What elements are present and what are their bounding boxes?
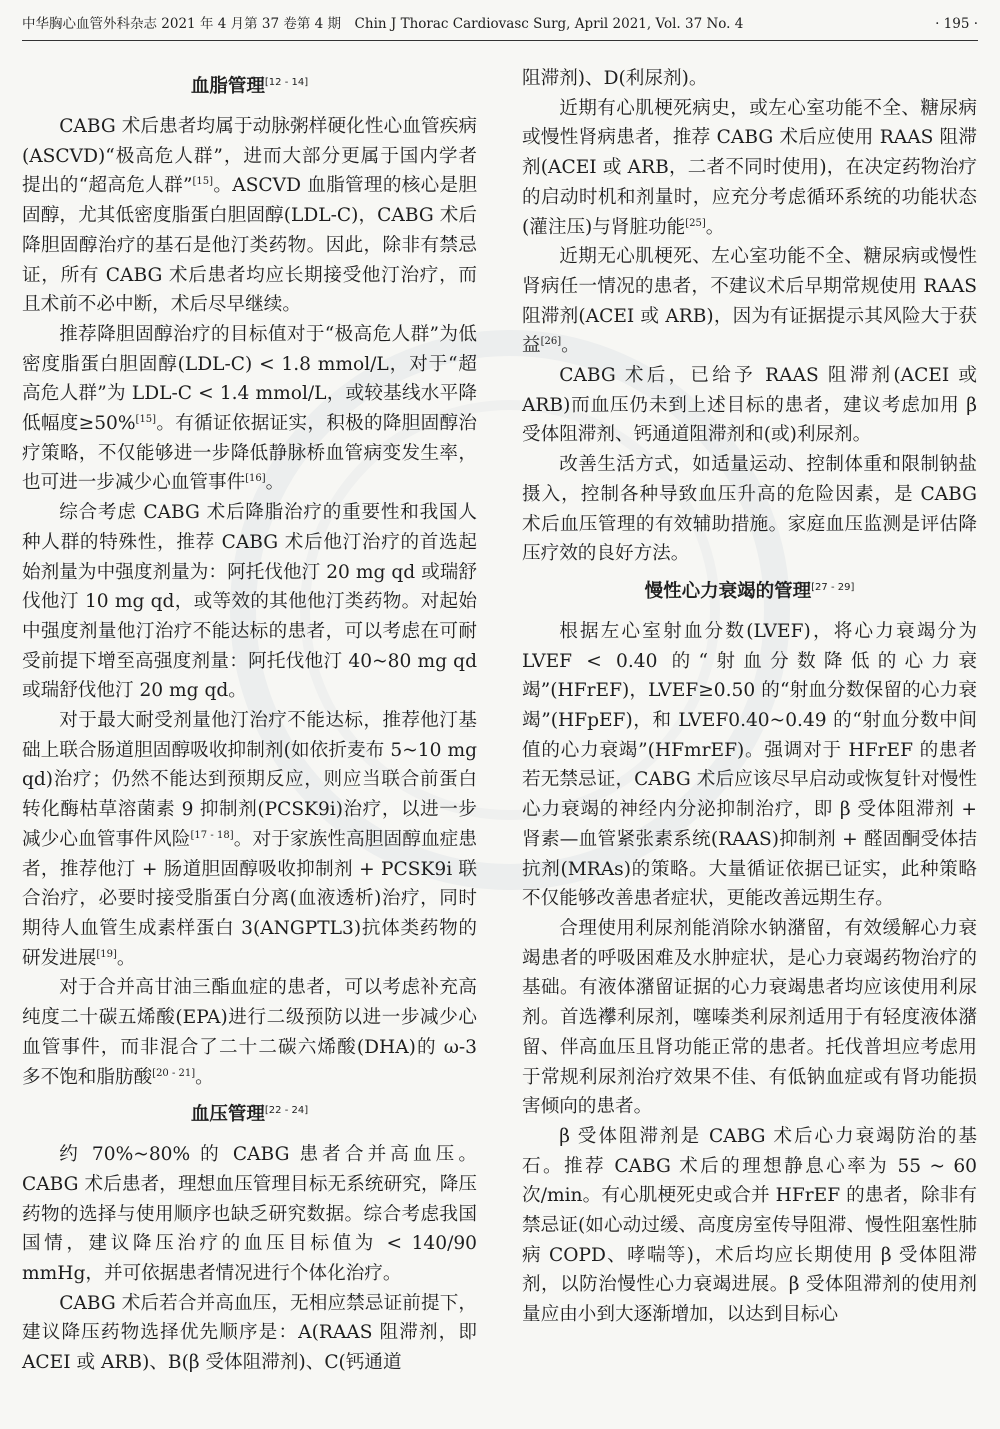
paragraph: CABG 术后若合并高血压，无相应禁忌证前提下，建议降压药物选择优先顺序是：A(RAAS 阻滞剂，即 ACEI 或 ARB)、B(β 受体阻滞剂)、C(钙通道 [22, 1292, 477, 1374]
citation: [15] [192, 176, 214, 188]
section-heading-lipid: 血脂管理[12 - 14] [190, 76, 309, 97]
running-header [22, 10, 978, 41]
journal-citation: 中华胸心血管外科杂志 2021 年 4 月第 37 卷第 4 期 Chin J Thorac Cardiovasc Surg, April 2021, Vol. 37 No. 4 [22, 16, 744, 32]
right-column [522, 64, 977, 1330]
citation: [16] [245, 473, 266, 485]
section-heading-heart-failure: 慢性心力衰竭的管理[27 - 29] [644, 580, 855, 602]
paragraph: 合理使用利尿剂能消除水钠潴留，有效缓解心力衰竭患者的呼吸困难及水肿症状，是心力衰竭药物治疗的基础。有液体潴留证据的心力衰竭患者均应该使用利尿剂。首选襻利尿剂，噻嗪类利尿剂适用于有轻度液体潴留、伴高血压且肾功能正常的患者。托伐普坦应考虑用于常规利尿剂治疗效果不佳、有低钠血症或有肾功能损害倾向的患者。 [522, 917, 977, 1118]
citation: [19] [96, 948, 117, 960]
paragraph: 推荐降胆固醇治疗的目标值对于“极高危人群”为低密度脂蛋白胆固醇(LDL-C) < 1.8 mmol/L，对于“超高危人群”为 LDL-C < 1.4 mmol/L，或较基线水平降低幅度≥50%[15]。有循证依据证实，积极的降胆固醇治疗策略，不仅能够进一步降低静脉桥血管病变发生率，也可进一步减少心血管事件[16]。 [22, 323, 477, 494]
section-heading-blood-pressure: 血压管理[22 - 24] [190, 1104, 309, 1126]
citation: [26] [540, 336, 562, 348]
paragraph: CABG 术后患者均属于动脉粥样硬化性心血管疾病(ASCVD)“极高危人群”，进而大部分更属于国内学者提出的“超高危人群”[15]。ASCVD 血脂管理的核心是胆固醇，尤其低密度脂蛋白胆固醇(LDL-C)，CABG 术后降胆固醇治疗的基石是他汀类药物。因此，除非有禁忌证，所有 CABG 术后患者均应长期接受他汀治疗，而且术前不必中断，术后尽早继续。 [22, 116, 478, 316]
paragraph: 改善生活方式，如适量运动、控制体重和限制钠盐摄入，控制各种导致血压升高的危险因素，是 CABG 术后血压管理的有效辅助措施。家庭血压监测是评估降压疗效的良好方法。 [522, 454, 977, 565]
citation: [20 - 21] [152, 1067, 196, 1079]
paragraph: 对于最大耐受剂量他汀治疗不能达标，推荐他汀基础上联合肠道胆固醇吸收抑制剂(如依折麦布 5~10 mg qd)治疗；仍然不能达到预期反应，则应当联合前蛋白转化酶枯草溶菌素 9 抑制剂(PCSK9i)治疗，以进一步减少心血管事件风险[17 - 18]。对于家族性高胆固醇血症患者，推荐他汀 + 肠道胆固醇吸收抑制剂 + PCSK9i 联合治疗，必要时接受脂蛋白分离(血液透析)治疗，同时期待人血管生成素样蛋白 3(ANGPTL3)抗体类药物的研发进展[19]。 [22, 710, 477, 969]
citation: [25] [685, 217, 706, 229]
left-column [22, 64, 477, 1378]
paragraph: CABG 术后，已给予 RAAS 阻滞剂(ACEI 或 ARB)而血压仍未到上述目标的患者，建议考虑加用 β 受体阻滞剂、钙通道阻滞剂和(或)利尿剂。 [522, 365, 977, 446]
paragraph: 对于合并高甘油三酯血症的患者，可以考虑补充高纯度二十碳五烯酸(EPA)进行二级预防以进一步减少心血管事件，而非混合了二十二碳六烯酸(DHA)的 ω-3 多不饱和脂肪酸[20 - 21]。 [22, 977, 477, 1088]
citation: [12 - 14] [264, 77, 309, 88]
citation: [15] [135, 414, 157, 426]
paragraph-continuation: 阻滞剂)、D(利尿剂)。 [522, 68, 708, 89]
citation: [17 - 18] [190, 829, 234, 841]
paragraph: 根据左心室射血分数(LVEF)，将心力衰竭分为 LVEF < 0.40 的“射血分数降低的心力衰竭”(HFrEF)，LVEF≥0.50 的“射血分数保留的心力衰竭”(HFpEF)，和 LVEF0.40~0.49 的“射血分数中间值的心力衰竭”(HFmrEF)。强调对于 HFrEF 的患者若无禁忌证，CABG 术后应该尽早启动或恢复针对慢性心力衰竭的神经内分泌抑制治疗，即 β 受体阻滞剂 + 肾素—血管紧张素系统(RAAS)抑制剂 + 醛固酮受体拮抗剂(MRAs)的策略。大量循证依据已证实，此种策略不仅能够改善患者症状，更能改善远期生存。 [522, 620, 977, 910]
citation: [27 - 29] [811, 581, 855, 593]
paragraph: 约 70%~80% 的 CABG 患者合并高血压。CABG 术后患者，理想血压管理目标无系统研究，降压药物的选择与使用顺序也缺乏研究数据。综合考虑我国国情，建议降压治疗的血压目标值为 < 140/90 mmHg，并可依据患者情况进行个体化治疗。 [22, 1144, 477, 1285]
paragraph: 近期无心肌梗死、左心室功能不全、糖尿病或慢性肾病任一情况的患者，不建议术后早期常规使用 RAAS 阻滞剂(ACEI 或 ARB)，因为有证据提示其风险大于获益[26]。 [522, 246, 977, 357]
paragraph: 综合考虑 CABG 术后降脂治疗的重要性和我国人种人群的特殊性，推荐 CABG 术后他汀治疗的首选起始剂量为中强度剂量为：阿托伐他汀 20 mg qd 或瑞舒伐他汀 10 mg qd，或等效的其他他汀类药物。对起始中强度剂量他汀治疗不能达标的患者，可以考虑在可耐受前提下增至高强度剂量：阿托伐他汀 40~80 mg qd 或瑞舒伐他汀 20 mg qd。 [22, 502, 477, 702]
paragraph: β 受体阻滞剂是 CABG 术后心力衰竭防治的基石。推荐 CABG 术后的理想静息心率为 55 ~ 60 次/min。有心肌梗死史或合并 HFrEF 的患者，除非有禁忌证(如心动过缓、高度房室传导阻滞、慢性阻塞性肺病 COPD、哮喘等)，术后均应长期使用 β 受体阻滞剂，以防治慢性心力衰竭进展。β 受体阻滞剂的使用剂量应由小到大逐渐增加，以达到目标心 [522, 1125, 977, 1326]
citation: [22 - 24] [264, 1105, 309, 1117]
paragraph: 近期有心肌梗死病史，或左心室功能不全、糖尿病或慢性肾病患者，推荐 CABG 术后应使用 RAAS 阻滞剂(ACEI 或 ARB，二者不同时使用)，在决定药物治疗的启动时机和剂量时，应充分考虑循环系统的功能状态(灌注压)与肾脏功能[25]。 [522, 97, 977, 238]
page-number: · 195 · [935, 16, 978, 32]
